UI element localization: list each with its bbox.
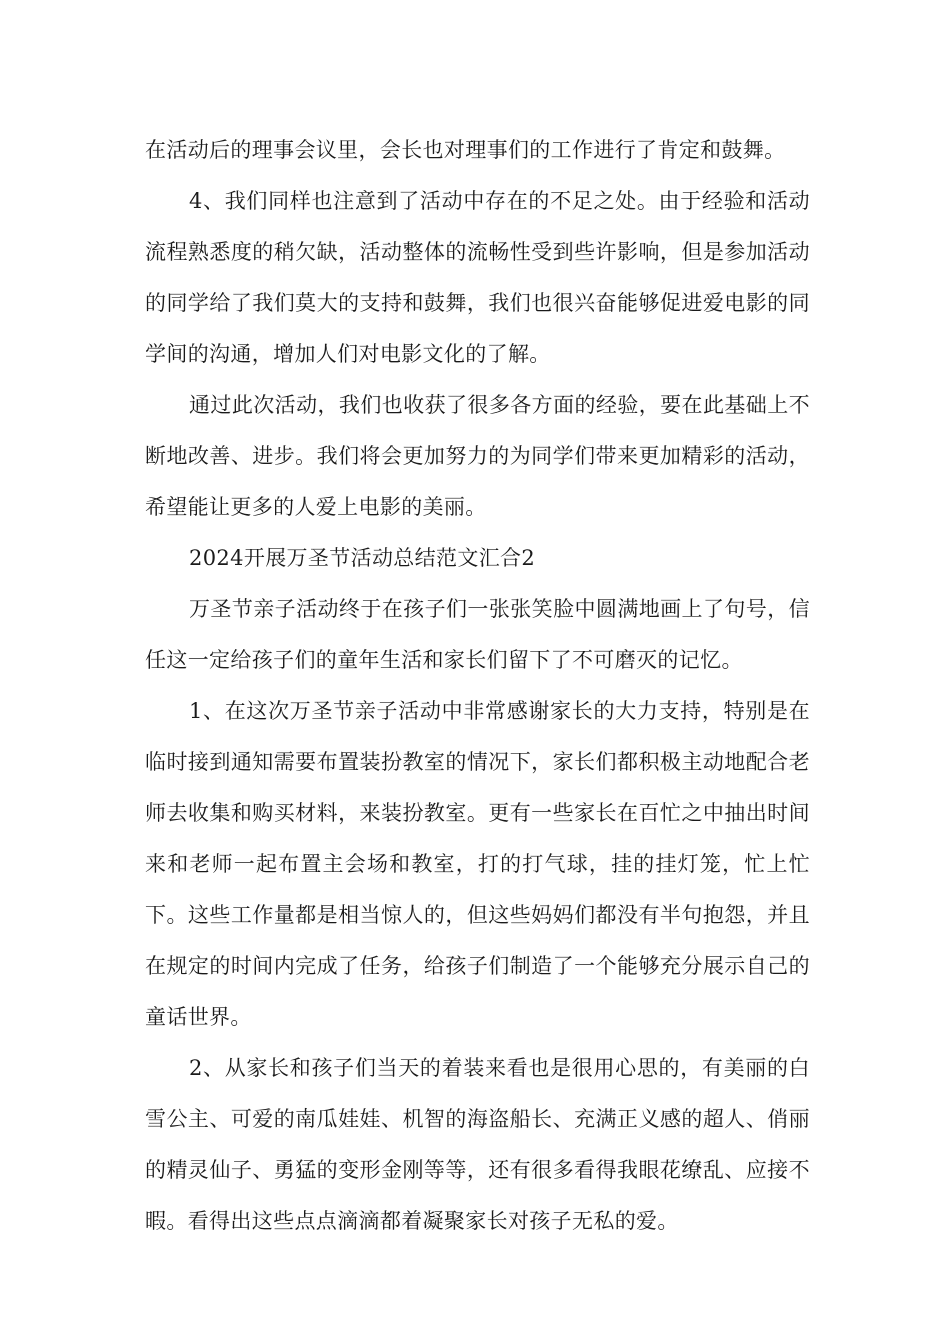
paragraph-point-4: 4、我们同样也注意到了活动中存在的不足之处。由于经验和活动流程熟悉度的稍欠缺，活动整体的流畅性受到些许影响，但是参加活动的同学给了我们莫大的支持和鼓舞，我们也很兴奋能够促进爱电影的同学间的沟通，增加人们对电影文化的了解。: [145, 189, 810, 366]
document-body: [145, 125, 810, 1247]
paragraph-point-2: 2、从家长和孩子们当天的着装来看也是很用心思的，有美丽的白雪公主、可爱的南瓜娃娃、机智的海盗船长、充满正义感的超人、俏丽的精灵仙子、勇猛的变形金刚等等，还有很多看得我眼花缭乱、应接不暇。看得出这些点点滴滴都着凝聚家长对孩子无私的爱。: [145, 1056, 810, 1233]
paragraph-point-1: 1、在这次万圣节亲子活动中非常感谢家长的大力支持，特别是在临时接到通知需要布置装扮教室的情况下，家长们都积极主动地配合老师去收集和购买材料，来装扮教室。更有一些家长在百忙之中抽出时间来和老师一起布置主会场和教室，打的打气球，挂的挂灯笼，忙上忙下。这些工作量都是相当惊人的，但这些妈妈们都没有半句抱怨，并且在规定的时间内完成了任务，给孩子们制造了一个能够充分展示自己的童话世界。: [145, 699, 810, 1029]
paragraph-continued: 在活动后的理事会议里，会长也对理事们的工作进行了肯定和鼓舞。: [145, 138, 786, 162]
paragraph-intro: 万圣节亲子活动终于在孩子们一张张笑脸中圆满地画上了句号，信任这一定给孩子们的童年生活和家长们留下了不可磨灭的记忆。: [145, 597, 810, 672]
section-heading: 2024开展万圣节活动总结范文汇合2: [189, 546, 536, 570]
paragraph-conclusion: 通过此次活动，我们也收获了很多各方面的经验，要在此基础上不断地改善、进步。我们将会更加努力的为同学们带来更加精彩的活动，希望能让更多的人爱上电影的美丽。: [145, 393, 810, 519]
